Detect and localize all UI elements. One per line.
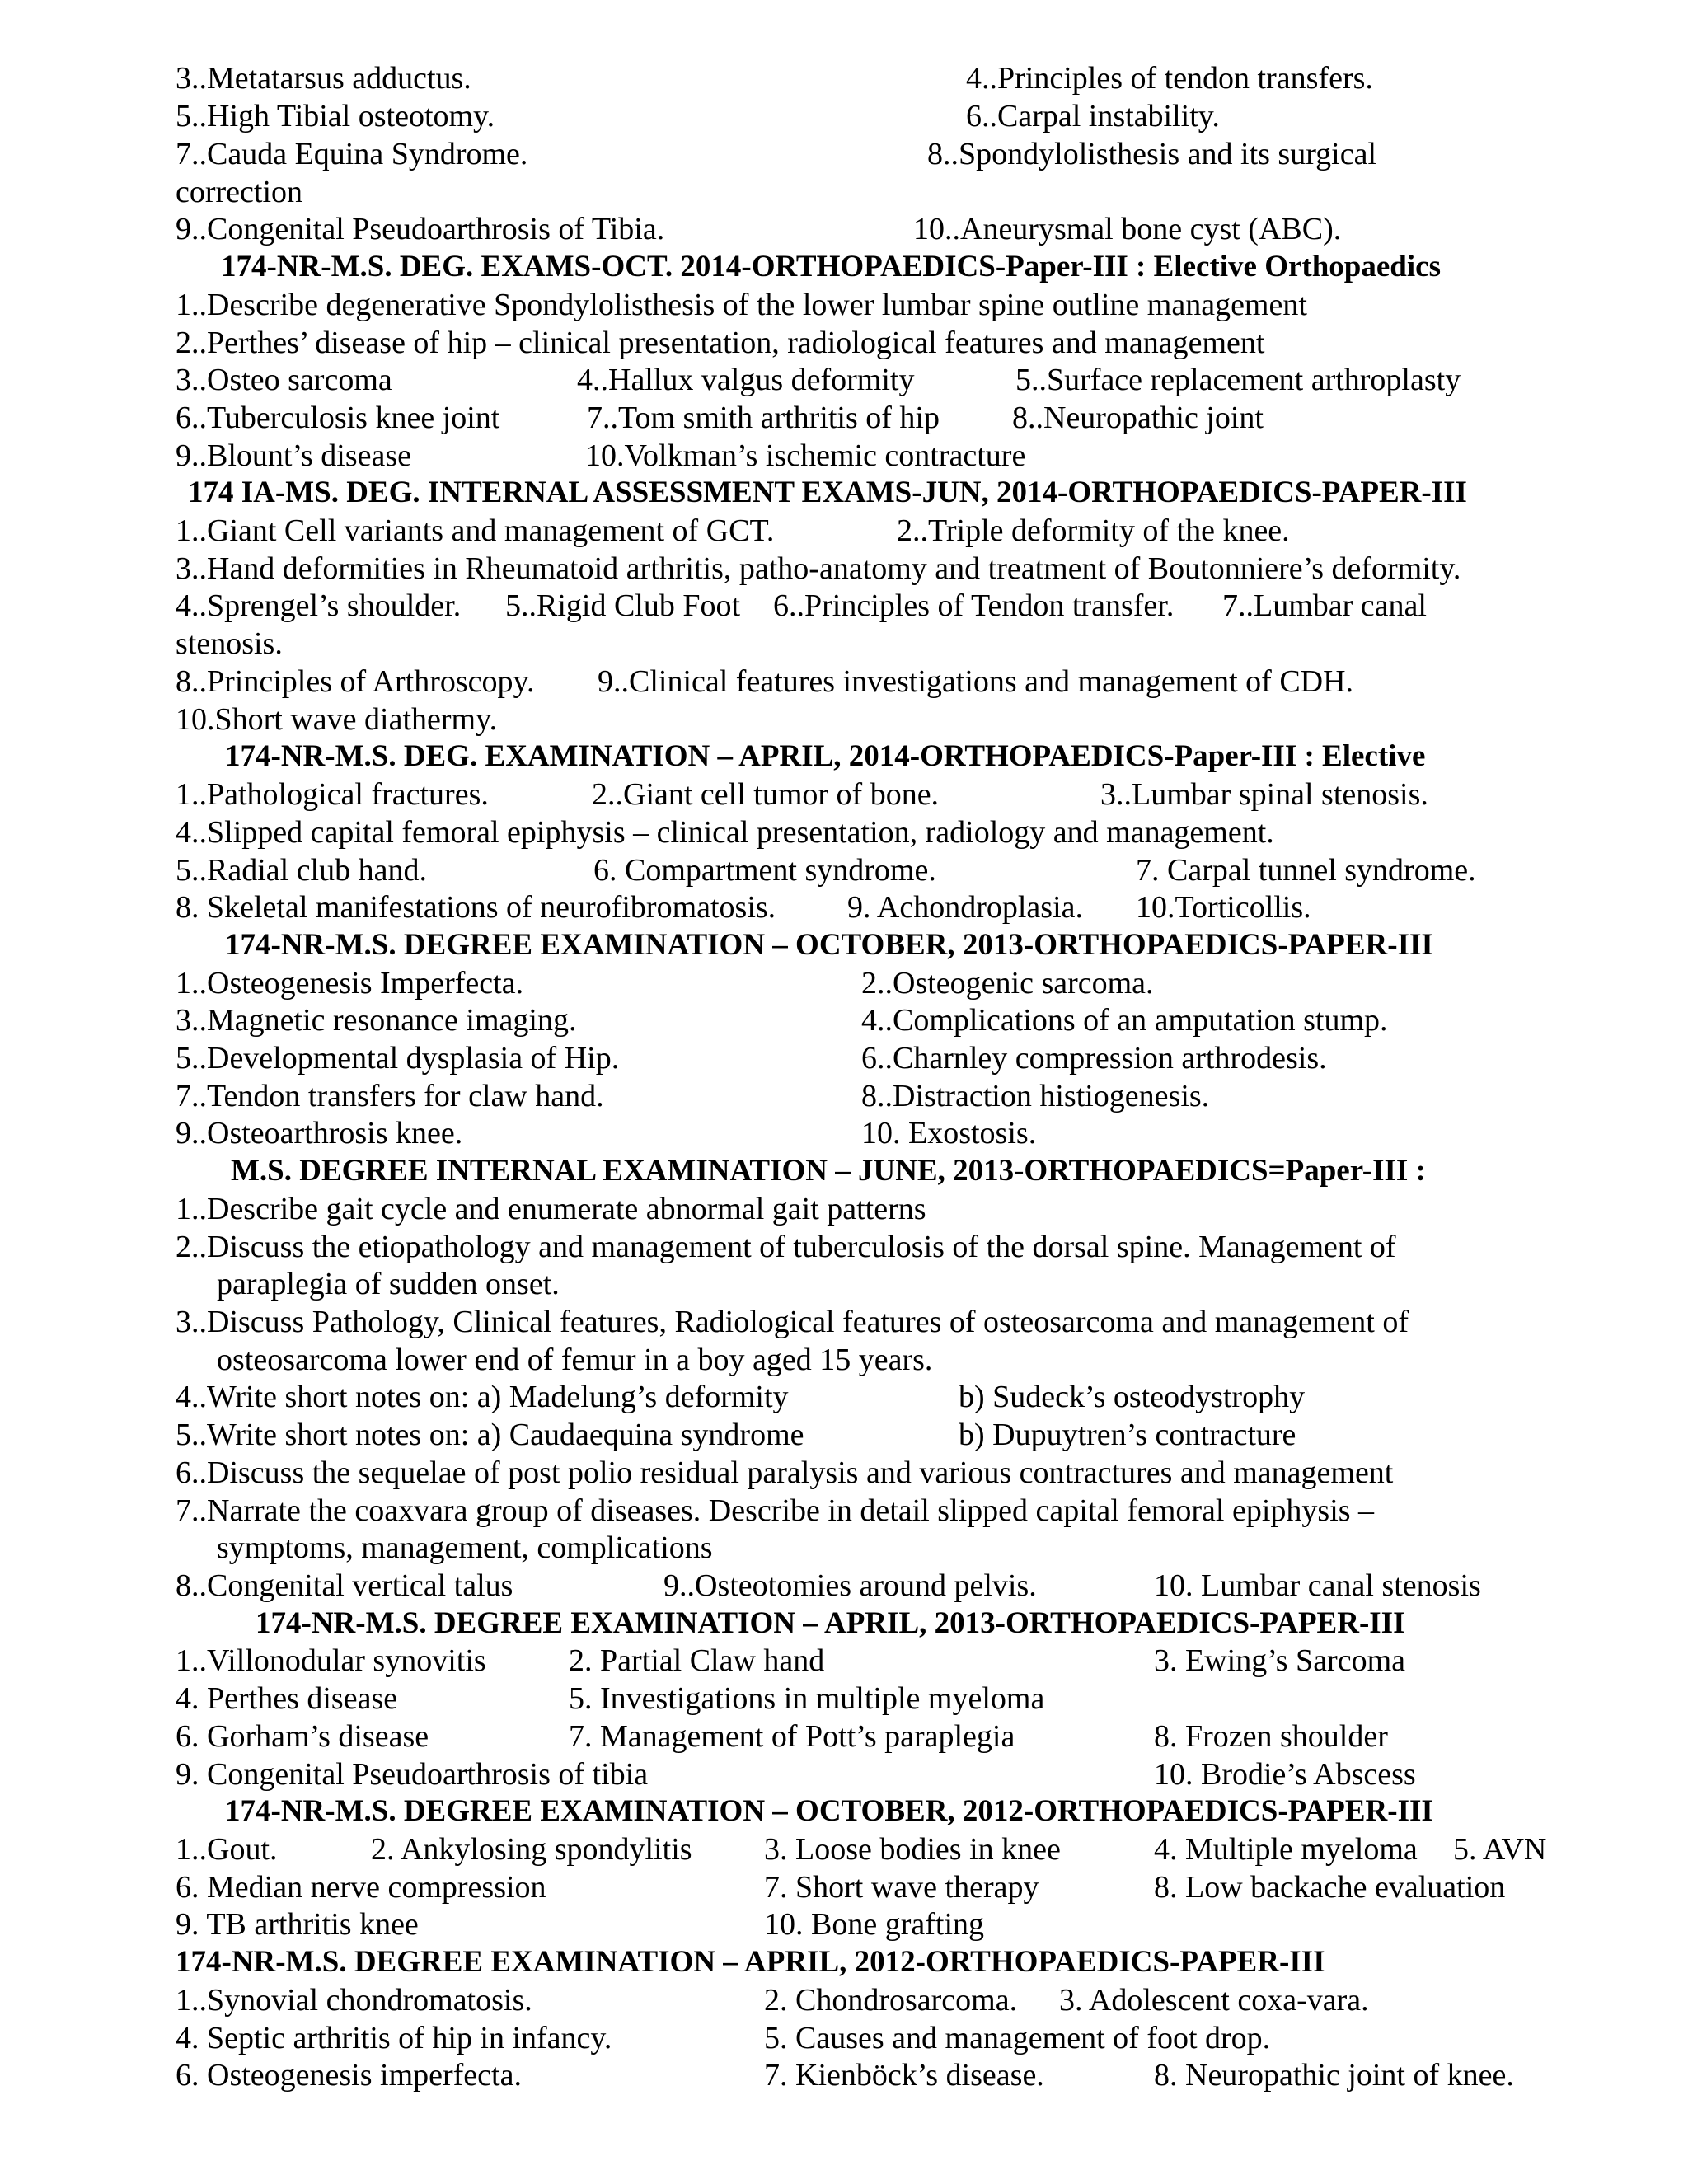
- question-line: [0, 813, 1688, 851]
- question-line: [0, 1001, 1688, 1039]
- question-item: 9. TB arthritis knee: [176, 1907, 419, 1942]
- question-item: 9..Osteoarthrosis knee.: [176, 1116, 463, 1151]
- question-line: [0, 1039, 1688, 1077]
- question-item: 9..Blount’s disease: [176, 438, 412, 473]
- question-item: symptoms, management, complications: [217, 1530, 713, 1565]
- question-item: 1..Pathological fractures.: [176, 777, 489, 812]
- question-item: 4..Hallux valgus deformity: [577, 363, 915, 397]
- question-line: [0, 663, 1688, 701]
- exam-heading-text: 174-NR-M.S. DEG. EXAMINATION – APRIL, 2014-ORTHOPAEDICS-Paper-III : Elective: [225, 739, 1426, 773]
- question-item: 6. Compartment syndrome.: [593, 853, 936, 888]
- question-item: 3..Discuss Pathology, Clinical features, Radiological features of osteosarcoma and management of: [176, 1305, 1409, 1339]
- question-item: 3. Ewing’s Sarcoma: [1154, 1643, 1406, 1678]
- question-line: [0, 851, 1688, 889]
- question-item: 7. Kienböck’s disease.: [764, 2058, 1044, 2093]
- exam-heading-text: 174-NR-M.S. DEGREE EXAMINATION – APRIL, 2012-ORTHOPAEDICS-PAPER-III: [176, 1945, 1325, 1979]
- question-line: [0, 1303, 1688, 1341]
- question-item: 7..Narrate the coaxvara group of diseases. Describe in detail slipped capital femoral epiphysis –: [176, 1493, 1375, 1528]
- question-item: 10. Exostosis.: [861, 1116, 1037, 1151]
- question-item: 7. Management of Pott’s paraplegia: [569, 1719, 1015, 1754]
- question-line: [0, 1830, 1688, 1868]
- question-item: 1..Synovial chondromatosis.: [176, 1983, 532, 2018]
- question-item: 1..Giant Cell variants and management of GCT.: [176, 513, 775, 548]
- question-line: [0, 1642, 1688, 1680]
- question-item: 6..Discuss the sequelae of post polio residual paralysis and various contractures and management: [176, 1455, 1394, 1490]
- exam-heading: [0, 248, 1688, 286]
- question-item: 3..Osteo sarcoma: [176, 363, 392, 397]
- question-item: 5..Developmental dysplasia of Hip.: [176, 1041, 620, 1076]
- question-item: paraplegia of sudden onset.: [217, 1267, 560, 1301]
- question-item: 4..Sprengel’s shoulder.: [176, 588, 462, 623]
- question-line: [0, 2056, 1688, 2094]
- question-line: [0, 1529, 1688, 1567]
- question-item: 7. Short wave therapy: [764, 1870, 1039, 1905]
- question-item: 3..Metatarsus adductus.: [176, 61, 471, 96]
- question-line: [0, 512, 1688, 550]
- question-item: 4. Septic arthritis of hip in infancy.: [176, 2021, 612, 2055]
- question-item: 6. Osteogenesis imperfecta.: [176, 2058, 522, 2093]
- exam-heading: [0, 926, 1688, 964]
- question-item: 8..Congenital vertical talus: [176, 1568, 513, 1603]
- question-item: 2. Partial Claw hand: [569, 1643, 825, 1678]
- question-item: 2..Triple deformity of the knee.: [897, 513, 1290, 548]
- exam-heading: [0, 1605, 1688, 1643]
- question-item: 10. Lumbar canal stenosis: [1154, 1568, 1481, 1603]
- exam-heading: [0, 1943, 1688, 1981]
- question-item: 5..High Tibial osteotomy.: [176, 99, 495, 134]
- question-line: [0, 1567, 1688, 1605]
- question-item: 8. Frozen shoulder: [1154, 1719, 1388, 1754]
- question-line: [0, 1114, 1688, 1152]
- question-item: 1..Describe gait cycle and enumerate abnormal gait patterns: [176, 1192, 926, 1226]
- question-item: stenosis.: [176, 626, 283, 661]
- question-item: 2..Perthes’ disease of hip – clinical presentation, radiological features and management: [176, 326, 1265, 360]
- question-item: 3..Magnetic resonance imaging.: [176, 1003, 577, 1038]
- question-item: 9..Osteotomies around pelvis.: [663, 1568, 1037, 1603]
- question-item: 8. Neuropathic joint of knee.: [1154, 2058, 1514, 2093]
- question-item: 1..Describe degenerative Spondylolisthesis of the lower lumbar spine outline management: [176, 288, 1307, 322]
- question-item: 6..Charnley compression arthrodesis.: [861, 1041, 1327, 1076]
- question-item: 2. Ankylosing spondylitis: [371, 1832, 692, 1867]
- question-line: [0, 587, 1688, 625]
- question-item: 6..Tuberculosis knee joint: [176, 401, 500, 435]
- question-item: 5..Surface replacement arthroplasty: [1015, 363, 1461, 397]
- exam-heading: [0, 1793, 1688, 1830]
- question-item: 10..Aneurysmal bone cyst (ABC).: [913, 212, 1342, 246]
- question-item: 8..Distraction histiogenesis.: [861, 1079, 1210, 1113]
- question-line: [0, 361, 1688, 399]
- question-line: [0, 324, 1688, 362]
- question-item: 8. Low backache evaluation: [1154, 1870, 1506, 1905]
- question-item: b) Sudeck’s osteodystrophy: [959, 1380, 1306, 1414]
- question-line: [0, 625, 1688, 663]
- question-line: [0, 1077, 1688, 1115]
- exam-heading: [0, 474, 1688, 512]
- question-item: 7. Carpal tunnel syndrome.: [1136, 853, 1476, 888]
- question-line: [0, 1680, 1688, 1718]
- question-item: 6..Principles of Tendon transfer.: [773, 588, 1175, 623]
- question-item: 2..Discuss the etiopathology and management of tuberculosis of the dorsal spine. Management of: [176, 1230, 1396, 1264]
- question-line: [0, 1868, 1688, 1906]
- question-item: 5. Causes and management of foot drop.: [764, 2021, 1271, 2055]
- question-line: [0, 1905, 1688, 1943]
- question-line: [0, 437, 1688, 475]
- exam-heading-text: 174-NR-M.S. DEGREE EXAMINATION – APRIL, 2013-ORTHOPAEDICS-PAPER-III: [256, 1606, 1405, 1640]
- question-line: [0, 1492, 1688, 1530]
- question-item: 10. Brodie’s Abscess: [1154, 1757, 1416, 1792]
- question-line: [0, 1341, 1688, 1379]
- question-line: [0, 173, 1688, 211]
- question-line: [0, 701, 1688, 738]
- question-item: 3..Hand deformities in Rheumatoid arthritis, patho-anatomy and treatment of Boutonniere’s deformity.: [176, 551, 1461, 586]
- question-line: [0, 550, 1688, 588]
- question-item: 9..Clinical features investigations and management of CDH.: [598, 664, 1354, 699]
- question-item: 3. Adolescent coxa-vara.: [1059, 1983, 1369, 2018]
- question-line: [0, 1981, 1688, 2019]
- question-item: 8..Spondylolisthesis and its surgical: [927, 137, 1377, 171]
- question-line: [0, 2019, 1688, 2057]
- question-line: [0, 1718, 1688, 1755]
- question-item: 10. Bone grafting: [764, 1907, 985, 1942]
- question-line: [0, 1228, 1688, 1266]
- question-item: 3. Loose bodies in knee: [764, 1832, 1061, 1867]
- question-item: correction: [176, 175, 303, 209]
- question-line: [0, 1454, 1688, 1492]
- question-item: 8..Neuropathic joint: [1012, 401, 1264, 435]
- question-item: 4. Perthes disease: [176, 1681, 398, 1716]
- question-item: 2. Chondrosarcoma.: [764, 1983, 1018, 2018]
- question-line: [0, 1378, 1688, 1416]
- question-line: [0, 1265, 1688, 1303]
- question-line: [0, 399, 1688, 437]
- question-item: 4..Slipped capital femoral epiphysis – clinical presentation, radiology and management.: [176, 815, 1274, 850]
- question-item: 5..Rigid Club Foot: [505, 588, 741, 623]
- question-line: [0, 964, 1688, 1002]
- exam-heading-text: 174 IA-MS. DEG. INTERNAL ASSESSMENT EXAMS-JUN, 2014-ORTHOPAEDICS-PAPER-III: [188, 476, 1467, 509]
- question-item: 5. AVN: [1453, 1832, 1547, 1867]
- question-item: 7..Tom smith arthritis of hip: [587, 401, 940, 435]
- question-item: 7..Lumbar canal: [1222, 588, 1427, 623]
- question-item: 3..Lumbar spinal stenosis.: [1100, 777, 1428, 812]
- question-line: [0, 1755, 1688, 1793]
- question-item: 9..Congenital Pseudoarthrosis of Tibia.: [176, 212, 665, 246]
- question-item: 4..Complications of an amputation stump.: [861, 1003, 1388, 1038]
- exam-heading-text: 174-NR-M.S. DEG. EXAMS-OCT. 2014-ORTHOPAEDICS-Paper-III : Elective Orthopaedics: [221, 250, 1441, 284]
- question-item: 2..Osteogenic sarcoma.: [861, 966, 1154, 1001]
- question-item: osteosarcoma lower end of femur in a boy aged 15 years.: [217, 1343, 933, 1377]
- question-line: [0, 776, 1688, 813]
- question-item: 4..Write short notes on: a) Madelung’s deformity: [176, 1380, 789, 1414]
- question-item: 5. Investigations in multiple myeloma: [569, 1681, 1045, 1716]
- question-item: 6..Carpal instability.: [966, 99, 1220, 134]
- question-item: 8. Skeletal manifestations of neurofibromatosis.: [176, 890, 776, 925]
- exam-heading-text: 174-NR-M.S. DEGREE EXAMINATION – OCTOBER, 2012-ORTHOPAEDICS-PAPER-III: [225, 1794, 1433, 1828]
- exam-heading: [0, 1152, 1688, 1190]
- question-line: [0, 210, 1688, 248]
- question-item: 10.Volkman’s ischemic contracture: [585, 438, 1026, 473]
- question-item: 9. Achondroplasia.: [847, 890, 1084, 925]
- question-line: [0, 1416, 1688, 1454]
- exam-heading-text: 174-NR-M.S. DEGREE EXAMINATION – OCTOBER, 2013-ORTHOPAEDICS-PAPER-III: [225, 928, 1433, 962]
- question-item: b) Dupuytren’s contracture: [959, 1418, 1296, 1452]
- question-item: 10.Short wave diathermy.: [176, 702, 498, 737]
- question-item: 4. Multiple myeloma: [1154, 1832, 1418, 1867]
- question-line: [0, 59, 1688, 97]
- exam-heading: [0, 738, 1688, 776]
- question-line: [0, 97, 1688, 135]
- question-item: 8..Principles of Arthroscopy.: [176, 664, 535, 699]
- question-item: 1..Osteogenesis Imperfecta.: [176, 966, 524, 1001]
- question-item: 2..Giant cell tumor of bone.: [592, 777, 940, 812]
- question-line: [0, 888, 1688, 926]
- question-line: [0, 135, 1688, 173]
- question-item: 1..Gout.: [176, 1832, 278, 1867]
- question-item: 4..Principles of tendon transfers.: [966, 61, 1373, 96]
- question-item: 7..Tendon transfers for claw hand.: [176, 1079, 604, 1113]
- question-line: [0, 1190, 1688, 1228]
- question-item: 6. Median nerve compression: [176, 1870, 546, 1905]
- question-item: 10.Torticollis.: [1136, 890, 1311, 925]
- question-item: 9. Congenital Pseudoarthrosis of tibia: [176, 1757, 649, 1792]
- question-item: 1..Villonodular synovitis: [176, 1643, 486, 1678]
- question-item: 5..Radial club hand.: [176, 853, 427, 888]
- exam-heading-text: M.S. DEGREE INTERNAL EXAMINATION – JUNE, 2013-ORTHOPAEDICS=Paper-III :: [231, 1154, 1426, 1188]
- question-line: [0, 286, 1688, 324]
- question-item: 6. Gorham’s disease: [176, 1719, 429, 1754]
- question-item: 7..Cauda Equina Syndrome.: [176, 137, 528, 171]
- question-item: 5..Write short notes on: a) Caudaequina syndrome: [176, 1418, 804, 1452]
